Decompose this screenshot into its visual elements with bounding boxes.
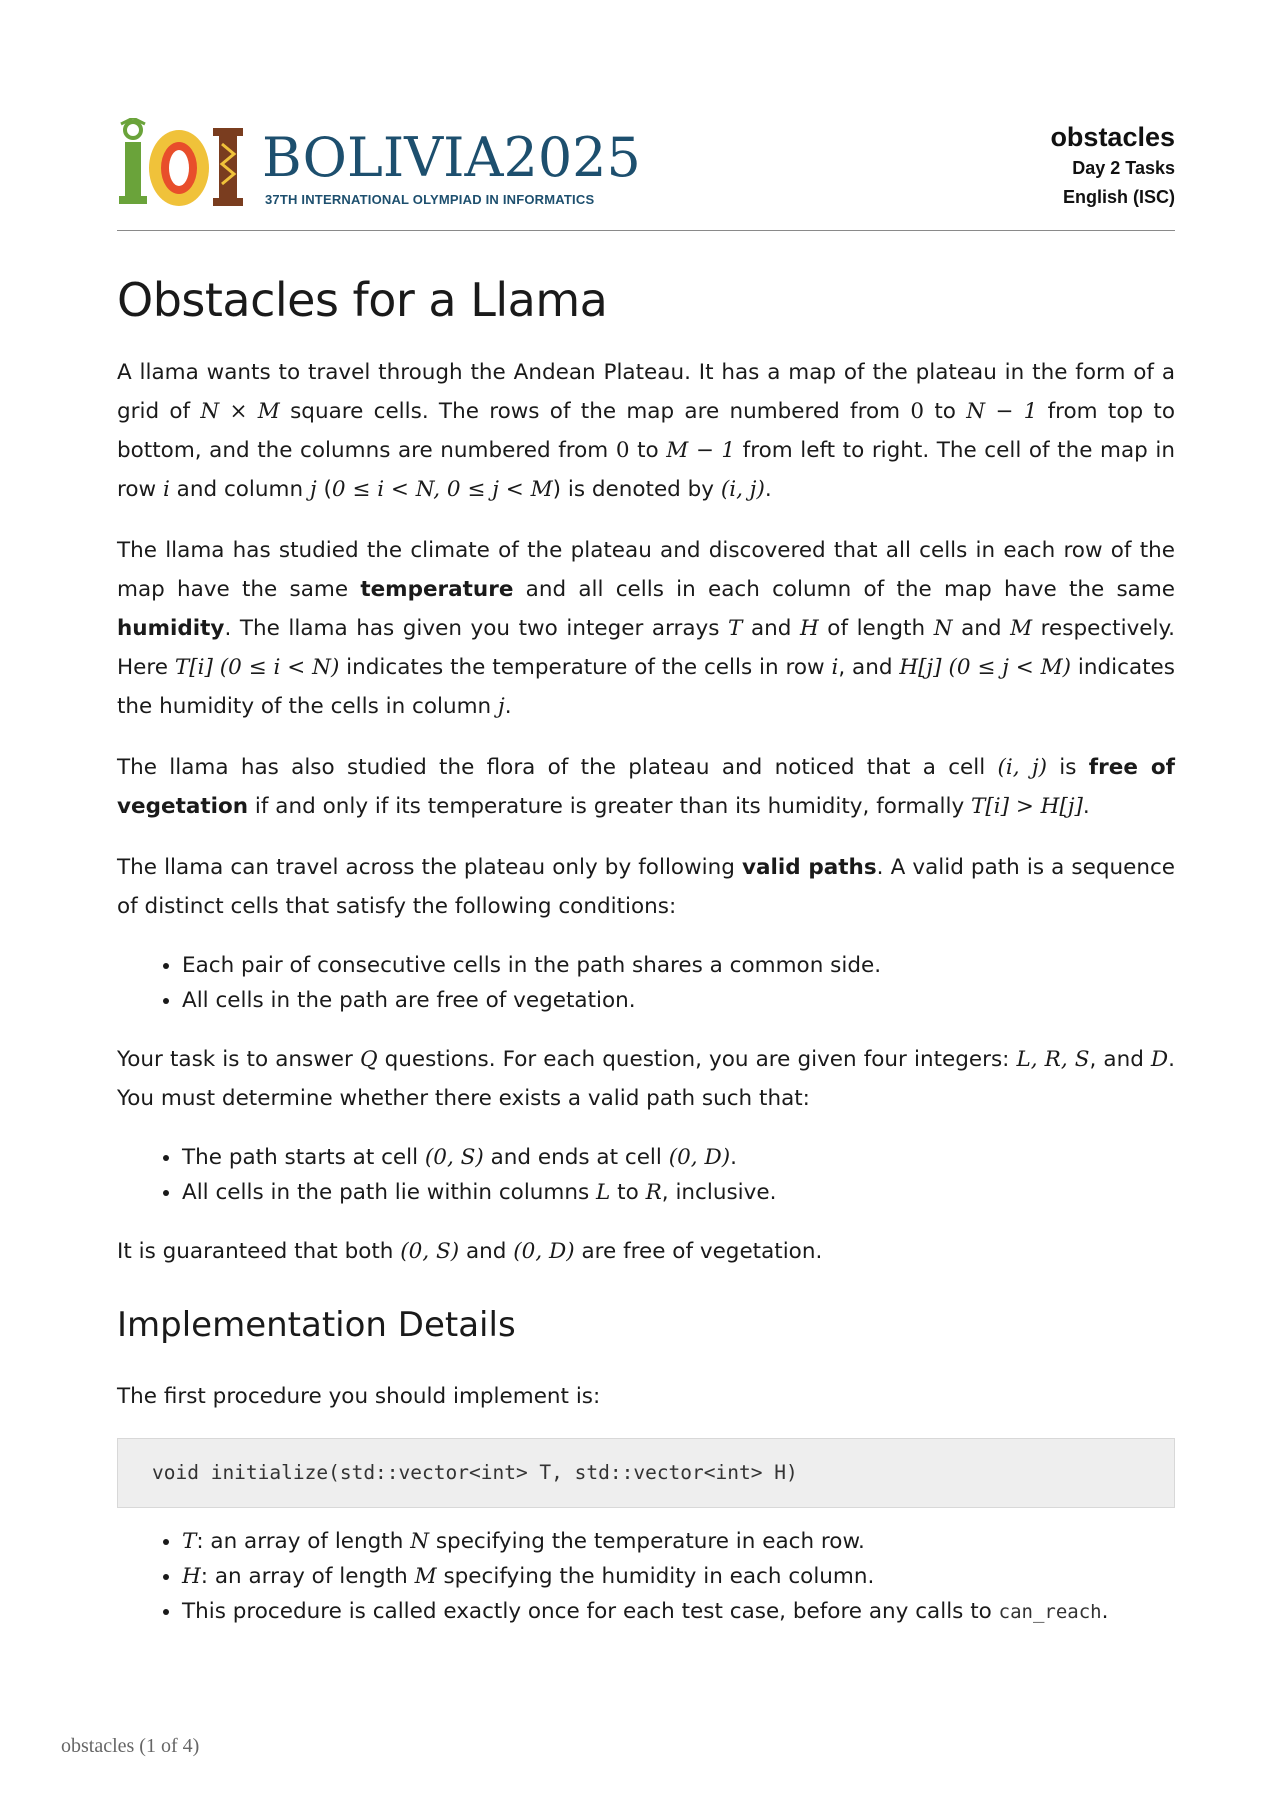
list-item: • Each pair of consecutive cells in the path shares a common side. xyxy=(182,948,1175,983)
paragraph-valid-paths: The llama can travel across the plateau only by following valid paths. A valid path is a sequence of distinct cells that satisfy the following conditions: xyxy=(117,855,1176,919)
ioi-logo xyxy=(117,118,641,214)
logo-subtitle: 37TH INTERNATIONAL OLYMPIAD IN INFORMATICS xyxy=(265,192,595,207)
list-item: • All cells in the path lie within columns L to R, inclusive. xyxy=(182,1175,1175,1210)
list-item: • The path starts at cell (0, S) and ends at cell (0, D). xyxy=(182,1140,1175,1175)
page-title: Obstacles for a Llama xyxy=(117,273,608,327)
ioi-emblem-icon xyxy=(117,118,257,214)
inline-code: can_reach xyxy=(998,1601,1102,1623)
paragraph-guarantee: It is guaranteed that both (0, S) and (0, D) are free of vegetation. xyxy=(117,1239,823,1264)
code-block-initialize: void initialize(std::vector<int> T, std::vector<int> H) xyxy=(117,1438,1175,1508)
task-day: Day 2 Tasks xyxy=(1072,158,1175,178)
question-conditions-list xyxy=(117,1140,1175,1210)
valid-path-conditions-list xyxy=(117,948,1175,1018)
list-item: • This procedure is called exactly once for each test case, before any calls to can_reach. xyxy=(182,1594,1175,1630)
initialize-params-list xyxy=(117,1524,1175,1630)
list-item: • T: an array of length N specifying the temperature in each row. xyxy=(182,1524,1175,1559)
paragraph-impl-intro: The first procedure you should implement is: xyxy=(117,1384,601,1409)
page-content xyxy=(117,118,1175,1652)
list-item: • H: an array of length M specifying the humidity in each column. xyxy=(182,1559,1175,1594)
logo-wordmark: BOLIVIA2025 xyxy=(262,126,641,189)
task-language: English (ISC) xyxy=(1063,187,1175,207)
paragraph-grid-description: A llama wants to travel through the Andean Plateau. It has a map of the plateau in the form of a grid of N × M square cells. The rows of the map are numbered from 0 to N − 1 from top to bottom, and the columns are numbered from 0 to M − 1 from left to right. The cell of the map in row i and column j (0 ≤ i < N, 0 ≤ j < M) is denoted by (i, j). xyxy=(117,360,1175,502)
paragraph-task: Your task is to answer Q questions. For each question, you are given four integers: L, R, S, and D. You must determine whether there exists a valid path such that: xyxy=(117,1047,1176,1111)
task-name: obstacles xyxy=(1050,122,1175,152)
paragraph-flora: The llama has also studied the flora of the plateau and noticed that a cell (i, j) is free of vegetation if and only if its temperature is greater than its humidity, formally T[i] > H[j]. xyxy=(117,755,1176,819)
page-footer: obstacles (1 of 4) xyxy=(61,1735,200,1757)
section-title-implementation: Implementation Details xyxy=(117,1305,516,1345)
page-header xyxy=(117,118,1175,231)
paragraph-climate: The llama has studied the climate of the plateau and discovered that all cells in each row of the map have the same temperature and all cells in each column of the map have the same humidity. The llama has given you two integer arrays T and H of length N and M respectively. Here T[i] (0 ≤ i < N) indicates the temperature of the cells in row i, and H[j] (0 ≤ j < M) indicates the humidity of the cells in column j. xyxy=(117,538,1176,719)
task-meta xyxy=(1050,120,1175,212)
list-item: • All cells in the path are free of vegetation. xyxy=(182,983,1175,1018)
